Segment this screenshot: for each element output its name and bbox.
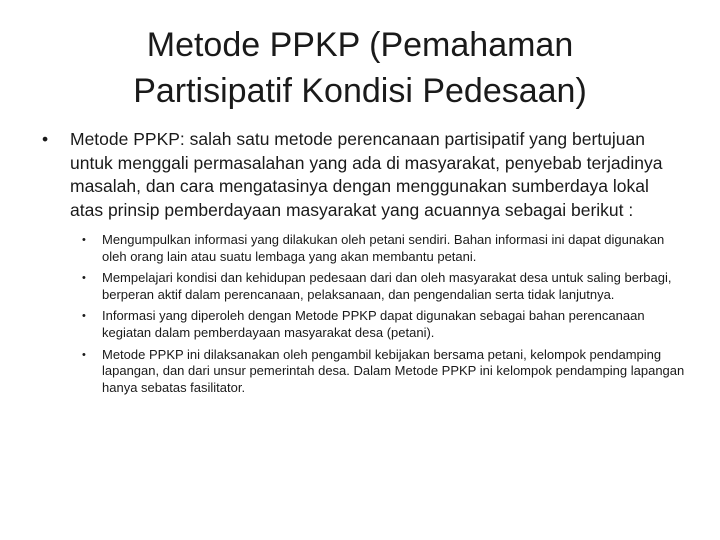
sub-bullet-text: Mempelajari kondisi dan kehidupan pedesaan dari dan oleh masyarakat desa untuk saling berbagi, berperan aktif dalam perencanaan, pelaksanaan, dan pengendalian serta tidak lanjutnya.	[102, 270, 672, 302]
bullet-icon: •	[82, 310, 86, 323]
main-bullet-item	[36, 128, 686, 222]
title-line-2: Partisipatif Kondisi Pedesaan)	[133, 72, 587, 110]
sub-bullet-item	[36, 232, 686, 265]
bullet-icon: •	[82, 272, 86, 285]
sub-bullet-text: Informasi yang diperoleh dengan Metode PPKP dapat digunakan sebagai bahan perencanaan kegiatan dalam pemberdayaan masyarakat desa (petani).	[102, 308, 645, 340]
title-line-1: Metode PPKP (Pemahaman	[146, 26, 574, 64]
sub-bullet-text: Metode PPKP ini dilaksanakan oleh pengambil kebijakan bersama petani, kelompok pendamping lapangan, dan dari unsur pemerintah desa. Dalam Metode PPKP ini kelompok pendamping lapangan hanya sebatas fasilitator.	[102, 346, 685, 395]
main-bullet-text: Metode PPKP: salah satu metode perencanaan partisipatif yang bertujuan untuk menggali permasalahan yang ada di masyarakat, penyebab terjadinya masalah, dan cara mengatasinya dengan menggunakan sumberdaya lokal atas prinsip pemberdayaan masyarakat yang acuannya sebagai berikut :	[70, 129, 663, 220]
slide-title	[60, 22, 660, 114]
sub-bullet-text: Mengumpulkan informasi yang dilakukan oleh petani sendiri. Bahan informasi ini dapat digunakan oleh orang lain atau suatu lembaga yang akan membantu petani.	[102, 232, 665, 264]
sub-bullet-item	[36, 270, 686, 303]
bullet-icon: •	[42, 129, 49, 149]
slide-content	[36, 128, 686, 401]
sub-bullet-item	[36, 347, 686, 397]
sub-bullet-item	[36, 308, 686, 341]
bullet-icon: •	[82, 348, 86, 361]
sub-bullet-list	[36, 232, 686, 396]
bullet-icon: •	[82, 234, 86, 246]
